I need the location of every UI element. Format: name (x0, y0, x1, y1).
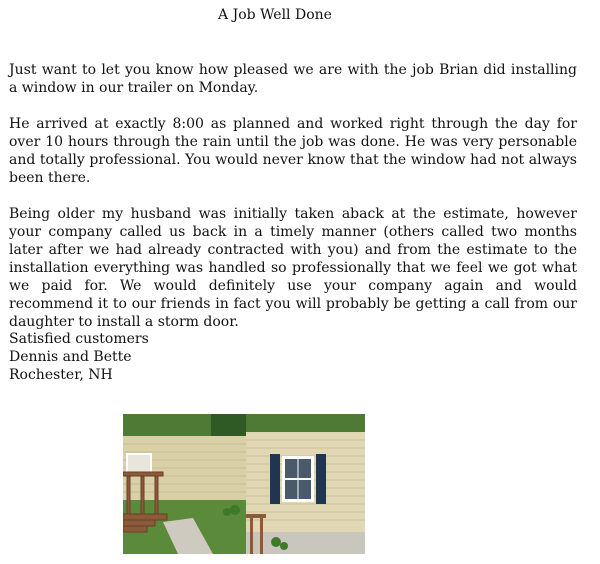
photo-trailer-deck (123, 414, 246, 554)
letter-title: A Job Well Done (218, 7, 332, 23)
signoff (9, 330, 577, 384)
signoff-line-1: Satisfied customers (9, 331, 149, 347)
signoff-line-2: Dennis and Bette (9, 349, 132, 365)
signoff-line-3: Rochester, NH (9, 367, 113, 383)
trailer-deck-image (123, 414, 246, 554)
paragraph-1: Just want to let you know how pleased we are with the job Brian did installing a window in our trailer on Monday. (9, 62, 577, 96)
paragraph-2: He arrived at exactly 8:00 as planned and worked right through the day for over 10 hours through the rain until the job was done. He was very personable and totally professional. You would never know that the window had not always been there. (9, 116, 577, 186)
trailer-window-image (246, 414, 365, 554)
photo-trailer-window (246, 414, 365, 554)
paragraph-3: Being older my husband was initially taken aback at the estimate, however your company called us back in a timely manner (others called two months later after we had already contracted with you) and from the estimate to the installation everything was handled so professionally that we feel we got what we paid for. We would definitely use your company again and would recommend it to our friends in fact you will probably be getting a call from our daughter to install a storm door. (9, 206, 577, 330)
